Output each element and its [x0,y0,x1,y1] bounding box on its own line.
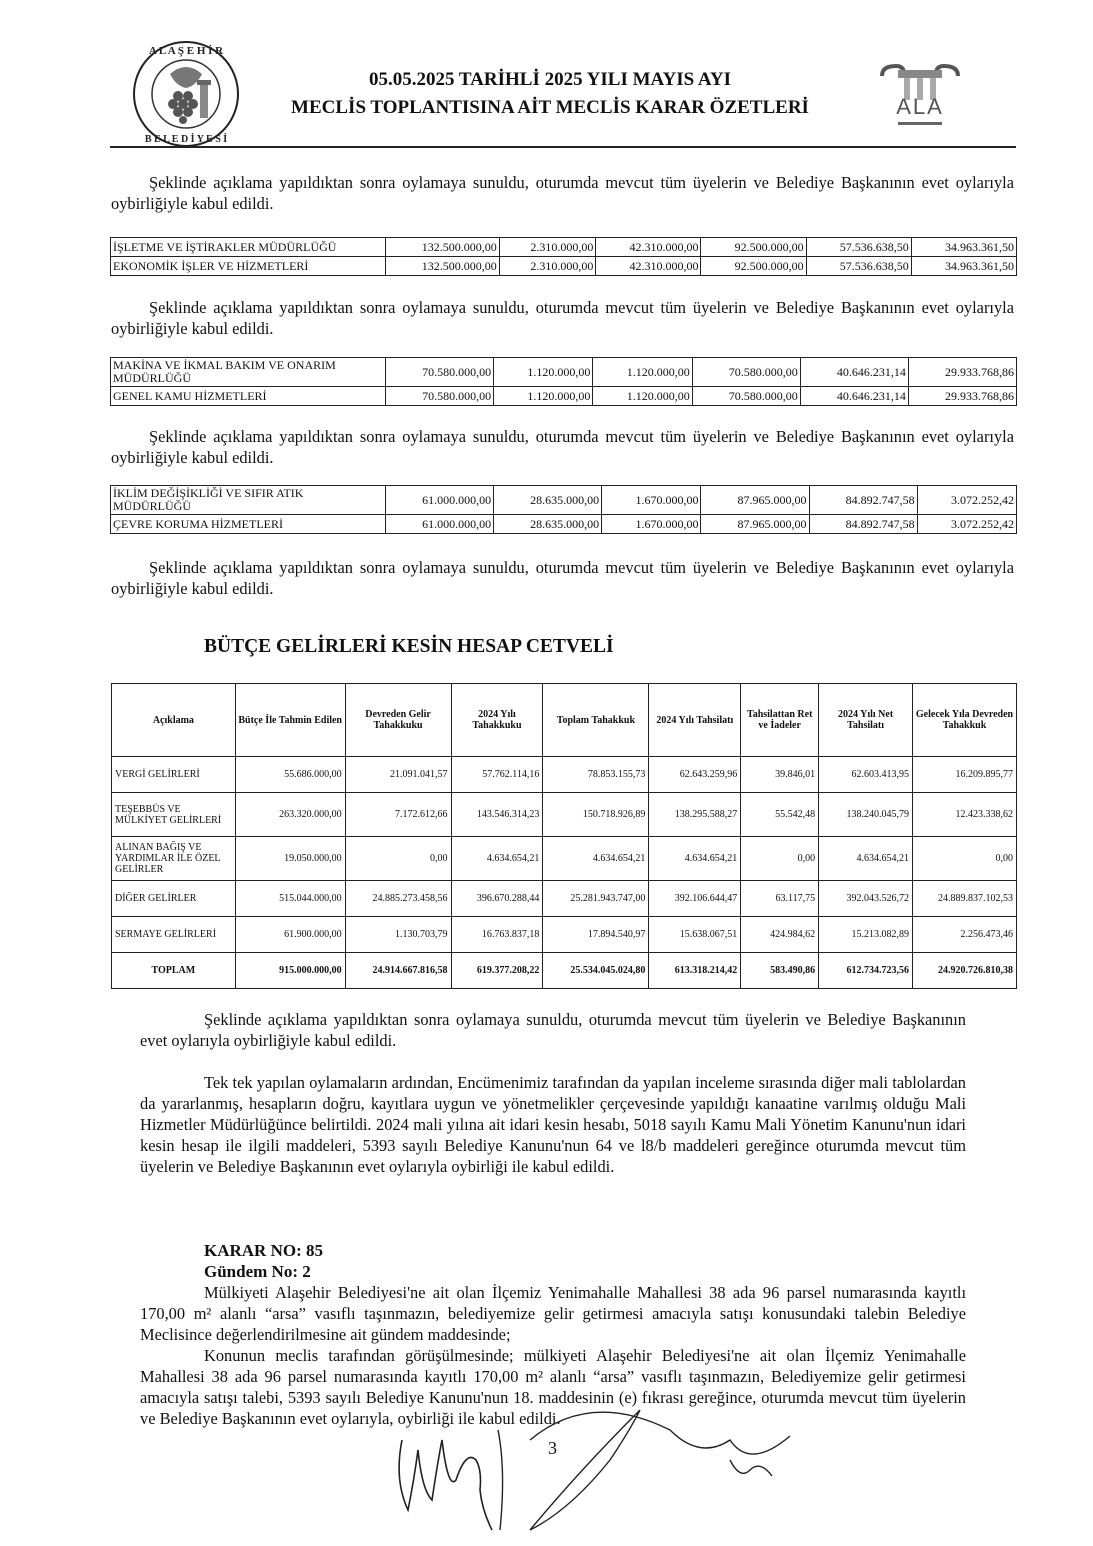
table-cell: 21.091.041,57 [345,757,451,793]
table-cell: 0,00 [345,837,451,881]
table-cell: 1.670.000,00 [602,515,701,534]
table-cell: 3.072.252,42 [917,486,1016,515]
table-cell: EKONOMİK İŞLER VE HİZMETLERİ [111,257,386,276]
table-cell: İŞLETME VE İŞTİRAKLER MÜDÜRLÜĞÜ [111,238,386,257]
table-cell: MAKİNA VE İKMAL BAKIM VE ONARIM MÜDÜRLÜĞÜ [111,358,386,387]
title-line-1: 05.05.2025 TARİHLİ 2025 YILI MAYIS AYI [369,69,731,90]
table-cell: 0,00 [741,837,819,881]
budget-revenue-title: BÜTÇE GELİRLERİ KESİN HESAP CETVELİ [204,636,614,657]
table-cell: İKLİM DEĞİŞİKLİĞİ VE SIFIR ATIK MÜDÜRLÜĞÜ [111,486,386,515]
table-cell: 29.933.768,86 [908,358,1016,387]
approval-paragraph-3: Şeklinde açıklama yapıldıktan sonra oylamaya sunuldu, oturumda mevcut tüm üyelerin ve Belediye Başkanının evet oylarıyla oybirliğiyle kabul edildi. [111,427,1014,467]
table-cell: 34.963.361,50 [911,238,1016,257]
table-cell: 70.580.000,00 [386,358,494,387]
table-cell: 24.889.837.102,53 [913,881,1017,917]
table-cell: TEŞEBBÜS VE MÜLKİYET GELİRLERİ [112,793,236,837]
table-cell: 87.965.000,00 [701,486,809,515]
approval-paragraph-5: Şeklinde açıklama yapıldıktan sonra oylamaya sunuldu, oturumda mevcut tüm üyelerin ve Belediye Başkanının evet oylarıyla oybirliğiyle kabul edildi. [140,1010,966,1050]
table-cell: 1.120.000,00 [593,387,692,406]
table-cell: 63.117,75 [741,881,819,917]
column-header: 2024 Yılı Tahsilatı [649,684,741,757]
decision-paragraph-2: Konunun meclis tarafından görüşülmesinde; mülkiyeti Alaşehir Belediyesi'ne ait olan İlçemiz Yenimahalle Mahallesi 38 ada 96 parsel numarasında kayıtlı 170,00 m² alanlı “arsa” vasıflı taşınmazın, Belediyemize gelir getirmesi amacıyla satışı talebi, 5393 sayılı Belediye Kanunu'nun 18. maddesinin (e) fıkrası gereğince, oturumda mevcut tüm üyelerin ve Belediye Başkanının evet oylarıyla, oybirliği ile kabul edildi. [140,1346,966,1428]
table-cell: 78.853.155,73 [543,757,649,793]
table-cell: DİĞER GELİRLER [112,881,236,917]
column-header: Tahsilattan Ret ve İadeler [741,684,819,757]
table-row [111,257,1017,276]
table-cell: 1.130.703,79 [345,917,451,953]
table-cell: 40.646.231,14 [800,387,908,406]
decision-number: KARAR NO: 85 [204,1241,323,1260]
table-cell: 17.894.540,97 [543,917,649,953]
municipality-seal-logo [130,38,242,150]
table-cell: 87.965.000,00 [701,515,809,534]
table-cell: 1.120.000,00 [494,358,593,387]
table-cell: 55.542,48 [741,793,819,837]
table-cell: 0,00 [913,837,1017,881]
table-cell: 263.320.000,00 [235,793,345,837]
table-cell: 61.900.000,00 [235,917,345,953]
table-cell: 3.072.252,42 [917,515,1016,534]
table-cell: 138.240.045,79 [819,793,913,837]
column-header: 2024 Yılı Net Tahsilatı [819,684,913,757]
table-cell: 7.172.612,66 [345,793,451,837]
review-paragraph: Tek tek yapılan oylamaların ardından, Encümenimiz tarafından da yapılan inceleme sırasında diğer mali tablolardan da yararlanmış, hesapların doğru, kayıtlara uygun ve yönetmelikler çerçevesinde yapıldığı kanaatine varılmış olduğu Mali Hizmetler Müdürlüğünce belirtildi. 2024 mali yılına ait idari kesin hesabı, 5018 sayılı Kamu Mali Yönetim Kanunu'nun idari kesin hesap ile ilgili maddeleri, 5393 sayılı Belediye Kanunu'nun 64 ve l8/b maddeleri gereğince oturumda mevcut tüm üyelerin ve Belediye Başkanının evet oylarıyla oybirliği ile kabul edildi. [140,1073,966,1176]
table-cell: 24.920.726.810,38 [913,953,1017,989]
table-row [112,837,1017,881]
table-cell: 70.580.000,00 [692,358,800,387]
column-header: 2024 Yılı Tahakkuku [451,684,543,757]
table-cell: 24.885.273.458,56 [345,881,451,917]
table-cell: 28.635.000,00 [494,515,602,534]
table-cell: 143.546.314,23 [451,793,543,837]
column-header: Devreden Gelir Tahakkuku [345,684,451,757]
table-cell: 57.762.114,16 [451,757,543,793]
table-cell: 396.670.288,44 [451,881,543,917]
table-cell: 612.734.723,56 [819,953,913,989]
table-cell: 40.646.231,14 [800,358,908,387]
table-cell: 39.846,01 [741,757,819,793]
table-cell: 28.635.000,00 [494,486,602,515]
column-header: Gelecek Yıla Devreden Tahakkuk [913,684,1017,757]
agenda-number: Gündem No: 2 [204,1262,311,1281]
table-cell: 62.643.259,96 [649,757,741,793]
table-cell: 61.000.000,00 [386,515,494,534]
table-cell: 57.536.638,50 [806,238,911,257]
table-cell: 132.500.000,00 [386,257,500,276]
approval-paragraph-1: Şeklinde açıklama yapıldıktan sonra oylamaya sunuldu, oturumda mevcut tüm üyelerin ve Belediye Başkanının evet oylarıyla oybirliğiyle kabul edildi. [111,173,1014,213]
table-row [112,793,1017,837]
table-row [111,238,1017,257]
table-cell: 613.318.214,42 [649,953,741,989]
table-cell: 62.603.413,95 [819,757,913,793]
table-cell: 424.984,62 [741,917,819,953]
table-row [111,387,1017,406]
table-cell: 15.638.067,51 [649,917,741,953]
table-cell: 42.310.000,00 [596,257,701,276]
table-cell: 1.120.000,00 [593,358,692,387]
table-cell: 70.580.000,00 [692,387,800,406]
table-row [111,486,1017,515]
column-header: Açıklama [112,684,236,757]
table-total-row [112,953,1017,989]
table-cell: 150.718.926,89 [543,793,649,837]
ala-logo [876,60,964,132]
table-cell: 42.310.000,00 [596,238,701,257]
table-cell: ÇEVRE KORUMA HİZMETLERİ [111,515,386,534]
table-row [112,881,1017,917]
table-cell: 4.634.654,21 [819,837,913,881]
budget-revenue-table [111,683,1017,989]
table-cell: VERGİ GELİRLERİ [112,757,236,793]
table-cell: 29.933.768,86 [908,387,1016,406]
table-cell: 619.377.208,22 [451,953,543,989]
approval-paragraph-2: Şeklinde açıklama yapıldıktan sonra oylamaya sunuldu, oturumda mevcut tüm üyelerin ve Belediye Başkanının evet oylarıyla oybirliğiyle kabul edildi. [111,298,1014,338]
table-cell: ALINAN BAĞIŞ VE YARDIMLAR İLE ÖZEL GELİRLER [112,837,236,881]
table-row [112,757,1017,793]
table-cell: 25.281.943.747,00 [543,881,649,917]
table-cell: 2.256.473,46 [913,917,1017,953]
table-cell: 34.963.361,50 [911,257,1016,276]
table-cell: 2.310.000,00 [499,257,596,276]
svg-text:A L A Ş E H İ R: A L A Ş E H İ R [148,45,224,57]
budget-unit-table-1 [110,237,1017,276]
header-divider [110,146,1016,148]
table-cell: 2.310.000,00 [499,238,596,257]
table-cell: 16.209.895,77 [913,757,1017,793]
table-cell: 1.120.000,00 [494,387,593,406]
table-cell: 84.892.747,58 [809,486,917,515]
table-row [112,917,1017,953]
table-cell: 392.106.644,47 [649,881,741,917]
table-cell: 25.534.045.024,80 [543,953,649,989]
table-cell: 132.500.000,00 [386,238,500,257]
table-cell: 515.044.000,00 [235,881,345,917]
approval-paragraph-4: Şeklinde açıklama yapıldıktan sonra oylamaya sunuldu, oturumda mevcut tüm üyelerin ve Belediye Başkanının evet oylarıyla oybirliğiyle kabul edildi. [111,558,1014,598]
table-cell: TOPLAM [112,953,236,989]
table-cell: 4.634.654,21 [649,837,741,881]
column-header: Bütçe İle Tahmin Edilen [235,684,345,757]
table-row [111,515,1017,534]
signatures [380,1400,820,1540]
svg-text:B E L E D İ Y E S İ: B E L E D İ Y E S İ [144,134,228,145]
table-cell: SERMAYE GELİRLERİ [112,917,236,953]
table-cell: 915.000.000,00 [235,953,345,989]
table-cell: 92.500.000,00 [701,238,806,257]
table-cell: 15.213.082,89 [819,917,913,953]
table-cell: 84.892.747,58 [809,515,917,534]
table-cell: 392.043.526,72 [819,881,913,917]
table-cell: 12.423.338,62 [913,793,1017,837]
column-header: Toplam Tahakkuk [543,684,649,757]
budget-unit-table-3 [110,485,1017,534]
table-cell: 55.686.000,00 [235,757,345,793]
decision-paragraph-1: Mülkiyeti Alaşehir Belediyesi'ne ait olan İlçemiz Yenimahalle Mahallesi 38 ada 96 parsel numarasında kayıtlı 170,00 m² alanlı “arsa” vasıflı taşınmazın, belediyemize gelir getirmesi amacıyla satışı konusundaki talebin Belediye Meclisince değerlendirilmesine ait gündem maddesinde; [140,1283,966,1344]
table-header-row [112,684,1017,757]
table-row [111,358,1017,387]
table-cell: 138.295.588,27 [649,793,741,837]
table-cell: 61.000.000,00 [386,486,494,515]
document-title [250,66,850,122]
table-cell: 16.763.837,18 [451,917,543,953]
page-number: 3 [548,1438,557,1458]
table-cell: 1.670.000,00 [602,486,701,515]
table-cell: GENEL KAMU HİZMETLERİ [111,387,386,406]
table-cell: 70.580.000,00 [386,387,494,406]
svg-text:ALA: ALA [896,94,944,119]
table-cell: 92.500.000,00 [701,257,806,276]
title-line-2: MECLİS TOPLANTISINA AİT MECLİS KARAR ÖZETLERİ [291,97,809,118]
budget-unit-table-2 [110,357,1017,406]
table-cell: 4.634.654,21 [451,837,543,881]
table-cell: 24.914.667.816,58 [345,953,451,989]
table-cell: 4.634.654,21 [543,837,649,881]
table-cell: 583.490,86 [741,953,819,989]
table-cell: 19.050.000,00 [235,837,345,881]
table-cell: 57.536.638,50 [806,257,911,276]
